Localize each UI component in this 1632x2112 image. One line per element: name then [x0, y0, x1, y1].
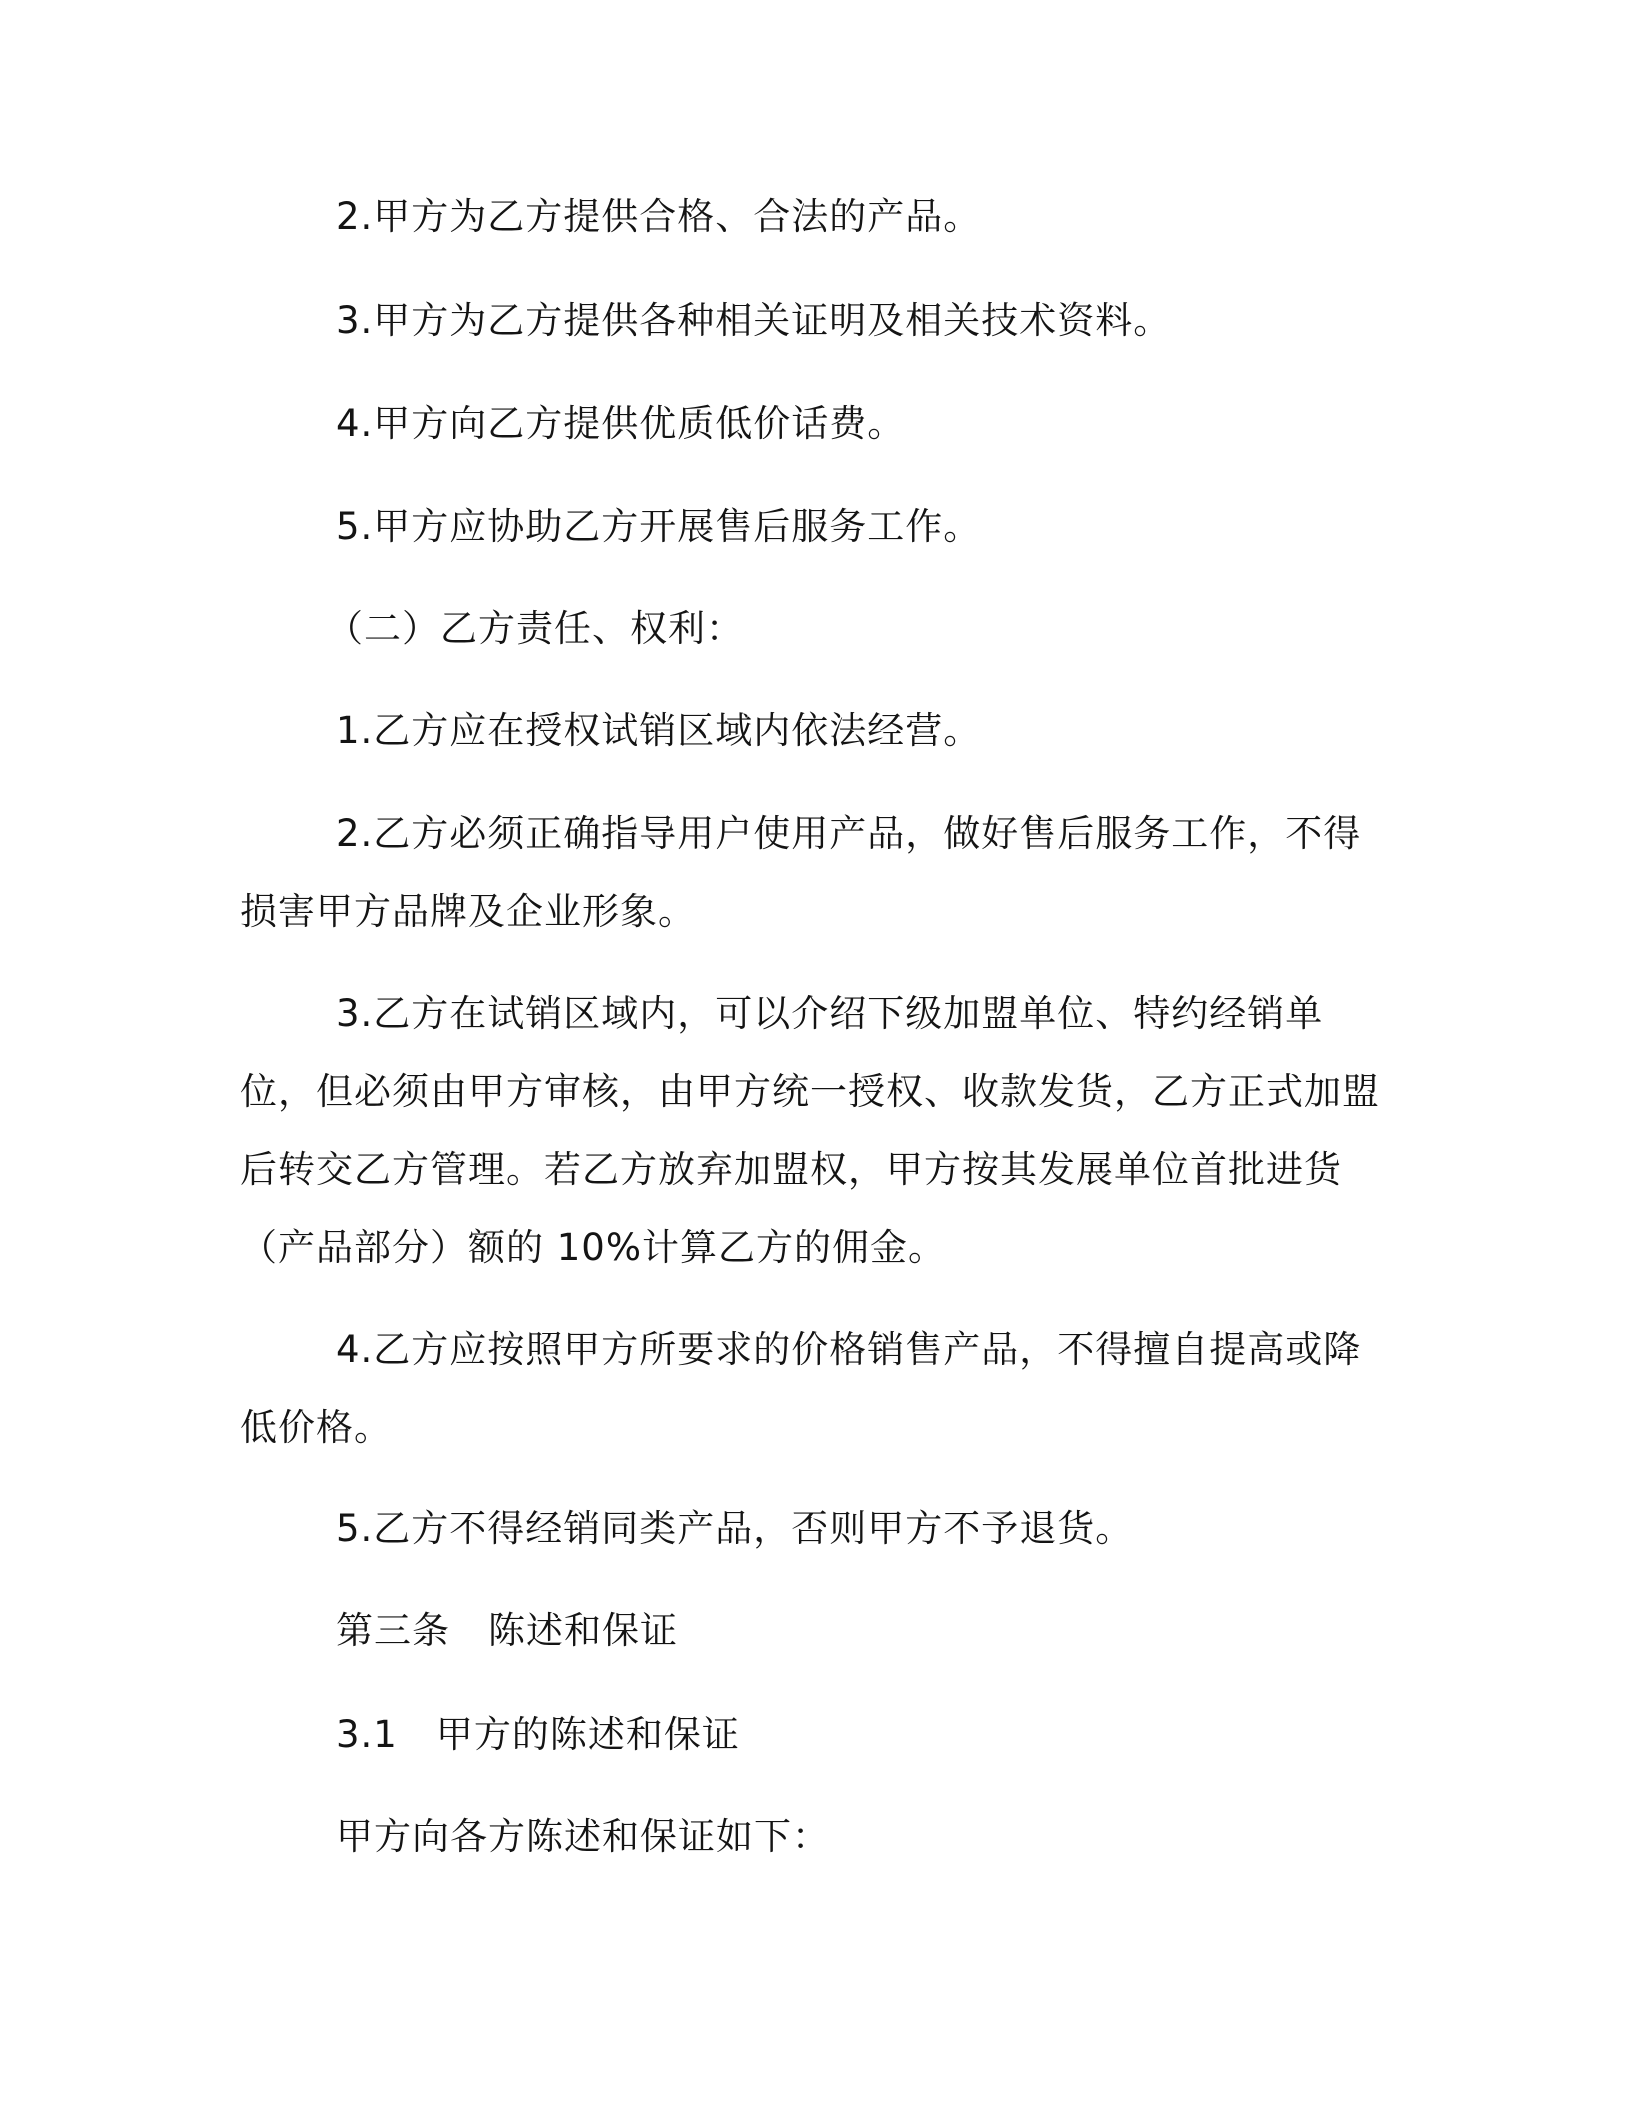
party-b-item-3: 3.乙方在试销区域内，可以介绍下级加盟单位、特约经销单位，但必须由甲方审核，由甲方统一授权、收款发货，乙方正式加盟后转交乙方管理。若乙方放弃加盟权，甲方按其发展单位首批进货（产品部分）额的 10%计算乙方的佣金。	[240, 992, 1380, 1269]
paragraph-3: 3.甲方为乙方提供各种相关证明及相关技术资料。	[336, 299, 1172, 342]
section-heading-party-b: （二）乙方责任、权利：	[326, 607, 744, 650]
party-b-item-5: 5.乙方不得经销同类产品，否则甲方不予退货。	[336, 1507, 1134, 1550]
article-three-title: 第三条 陈述和保证	[336, 1609, 678, 1652]
party-a-statement-intro: 甲方向各方陈述和保证如下：	[336, 1815, 830, 1858]
section-3-1-title: 3.1 甲方的陈述和保证	[336, 1713, 740, 1756]
party-b-item-2: 2.乙方必须正确指导用户使用产品，做好售后服务工作，不得损害甲方品牌及企业形象。	[240, 812, 1362, 933]
paragraph-4: 4.甲方向乙方提供优质低价话费。	[336, 402, 906, 445]
party-b-item-1: 1.乙方应在授权试销区域内依法经营。	[336, 709, 982, 752]
party-b-item-4: 4.乙方应按照甲方所要求的价格销售产品，不得擅自提高或降低价格。	[240, 1328, 1362, 1449]
paragraph-2: 2.甲方为乙方提供合格、合法的产品。	[336, 195, 982, 238]
paragraph-5: 5.甲方应协助乙方开展售后服务工作。	[336, 505, 982, 548]
